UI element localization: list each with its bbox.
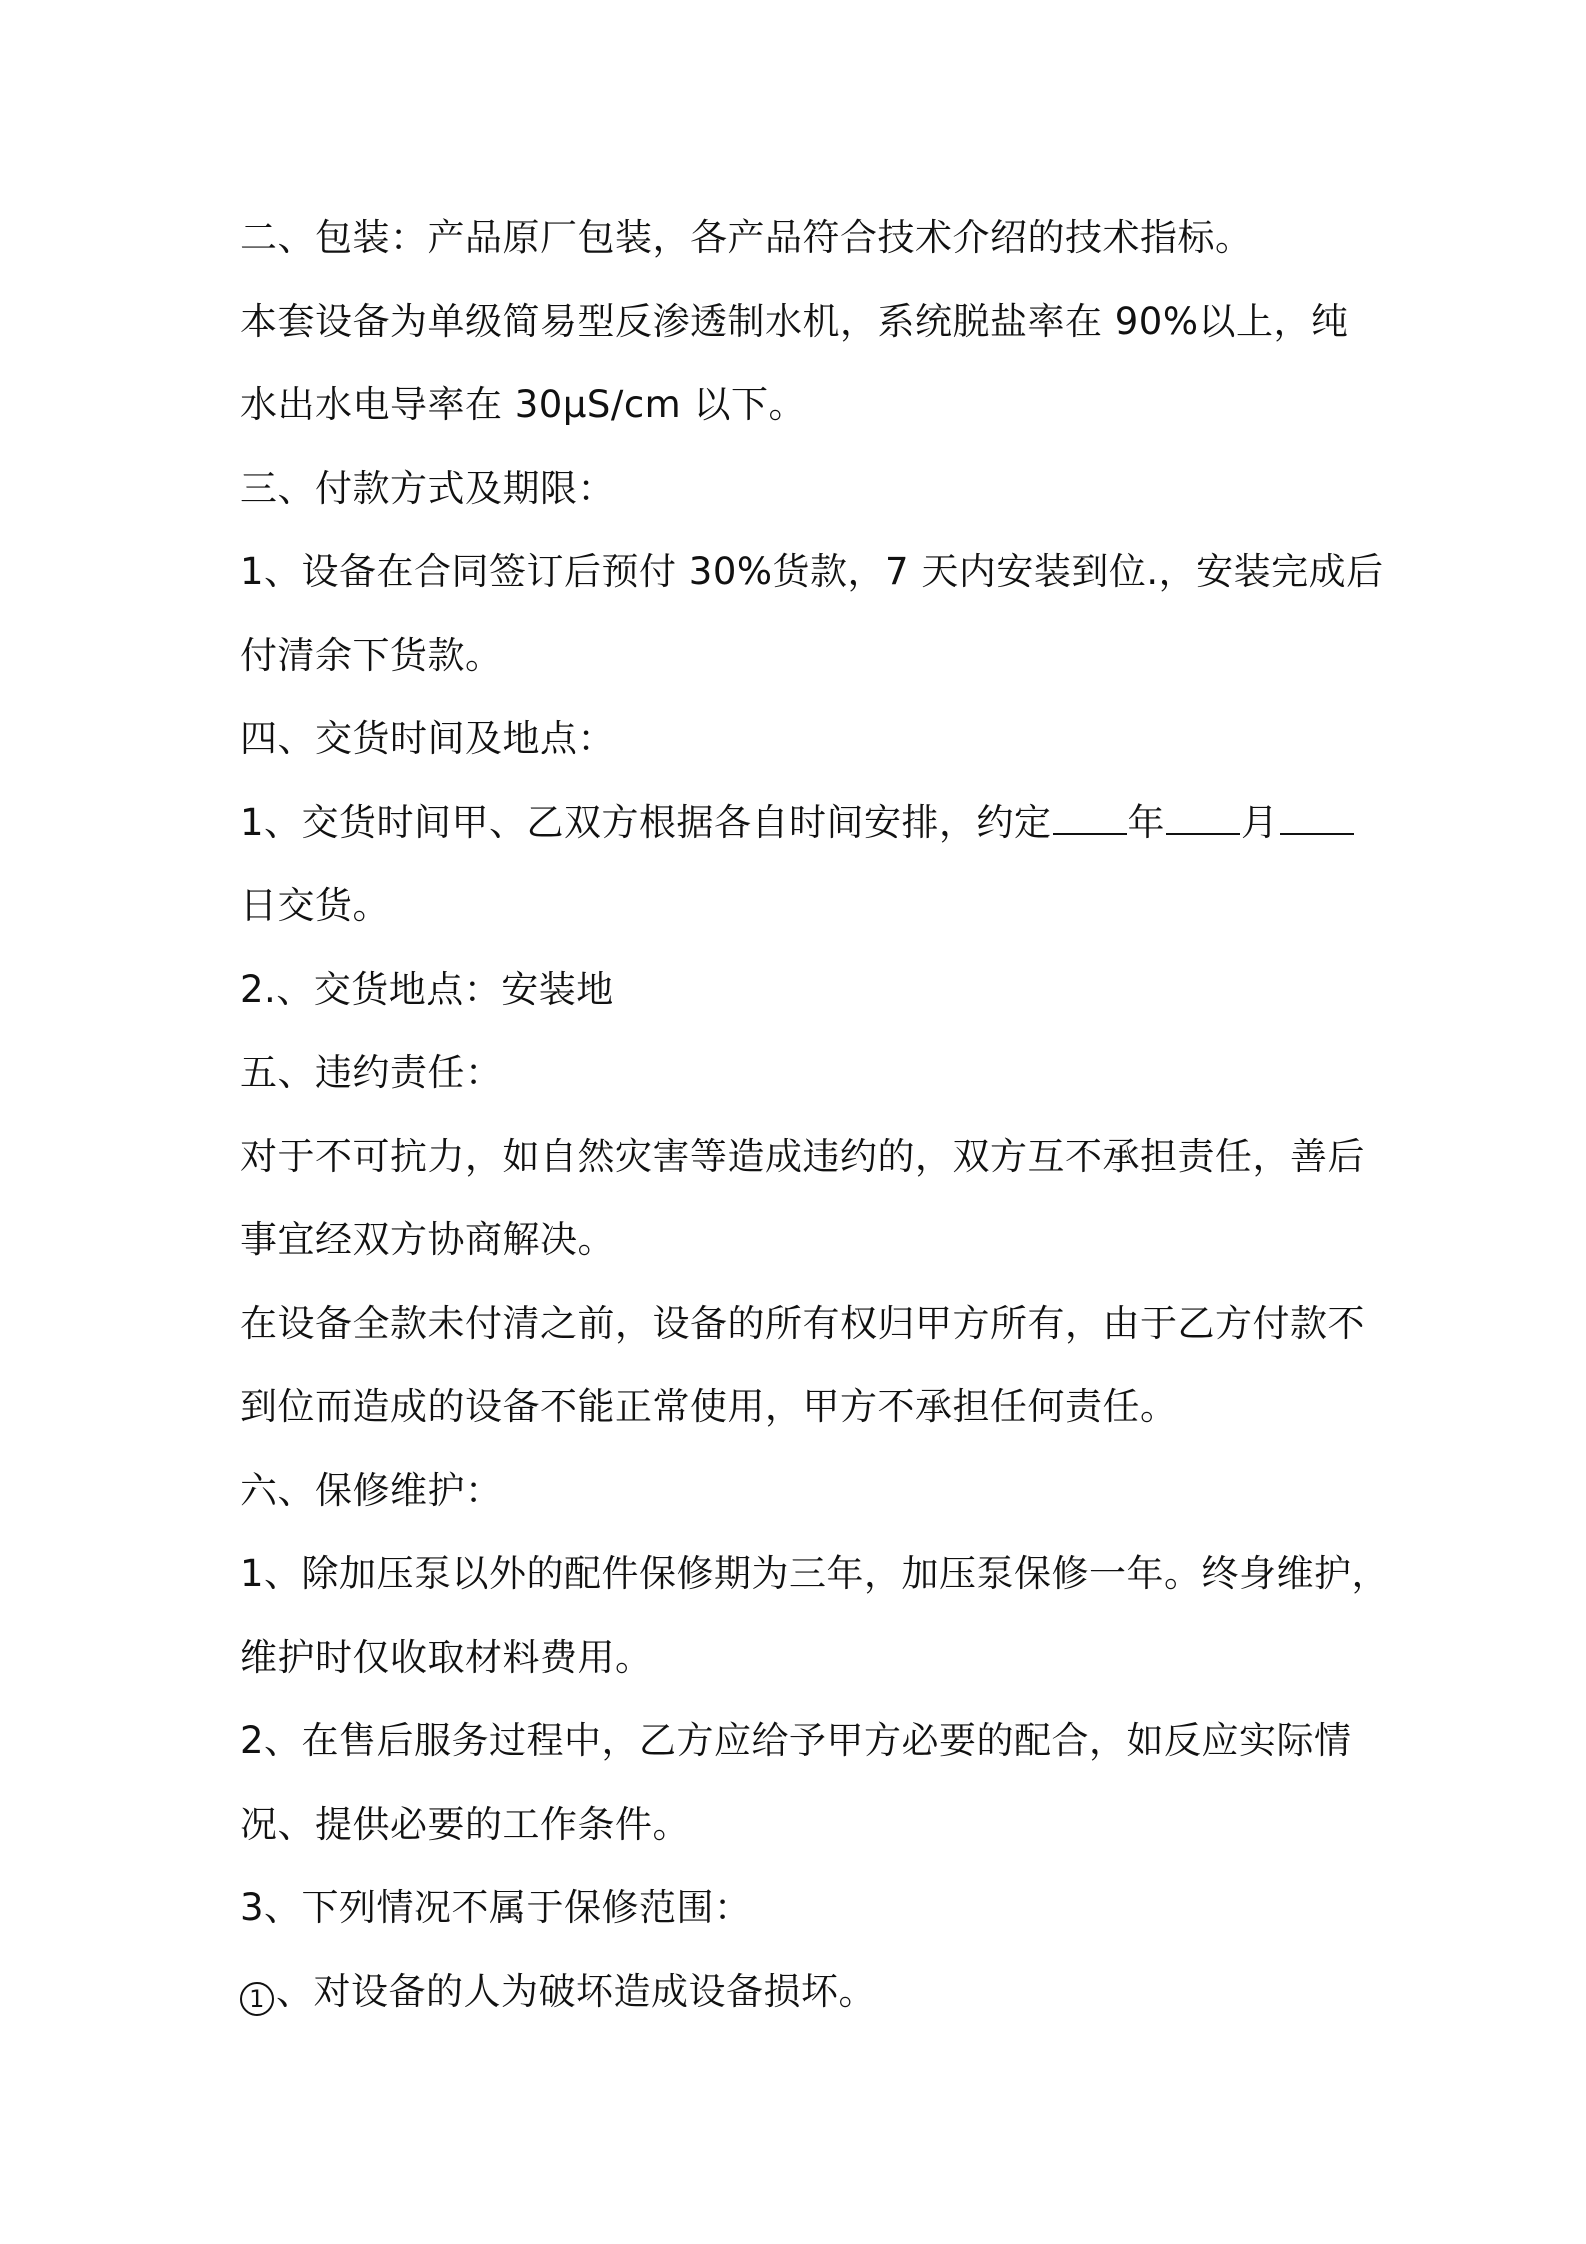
paragraph-line: 3、下列情况不属于保修范围： <box>240 1886 752 1929</box>
circled-number-marker: 1 <box>240 1982 274 2016</box>
paragraph-line: 日交货。 <box>240 884 390 927</box>
paragraph-line: 付清余下货款。 <box>240 633 503 677</box>
document-page <box>240 196 1390 2033</box>
paragraph-line: 对于不可抗力，如自然灾害等造成违约的，双方互不承担责任，善后 <box>240 1134 1365 1178</box>
month-label: 月 <box>1241 800 1279 844</box>
paragraph-line: 水出水电导率在 30μS/cm 以下。 <box>240 383 806 426</box>
year-label: 年 <box>1127 800 1166 844</box>
paragraph-line: 本套设备为单级简易型反渗透制水机，系统脱盐率在 90%以上，纯 <box>240 299 1349 343</box>
section-heading-payment: 三、付款方式及期限： <box>240 466 615 510</box>
month-blank <box>1166 803 1240 835</box>
section-heading-packaging: 二、包装：产品原厂包装，各产品符合技术介绍的技术指标。 <box>240 216 1253 259</box>
year-blank <box>1053 803 1127 835</box>
section-heading-liability: 五、违约责任： <box>240 1051 503 1094</box>
paragraph-line: 况、提供必要的工作条件。 <box>240 1802 690 1846</box>
section-heading-warranty: 六、保修维护： <box>240 1468 503 1512</box>
section-heading-delivery: 四、交货时间及地点： <box>240 717 615 760</box>
delivery-date-prefix: 1、交货时间甲、乙双方根据各自时间安排，约定 <box>240 800 1052 844</box>
paragraph-line: 2.、交货地点：安装地 <box>240 967 614 1011</box>
paragraph-line: 到位而造成的设备不能正常使用，甲方不承担任何责任。 <box>240 1385 1178 1428</box>
day-blank <box>1280 803 1354 835</box>
circled-list-item <box>240 1950 1360 2034</box>
paragraph-line: 在设备全款未付清之前，设备的所有权归甲方所有，由于乙方付款不 <box>240 1301 1365 1345</box>
delivery-date-line <box>240 781 1360 865</box>
list-item-text: 、对设备的人为破坏造成设备损坏。 <box>276 1969 876 2013</box>
paragraph-line: 1、除加压泵以外的配件保修期为三年，加压泵保修一年。终身维护， <box>240 1552 1390 1595</box>
paragraph-line: 1、设备在合同签订后预付 30%货款，7 天内安装到位.，安装完成后 <box>240 550 1384 593</box>
paragraph-line: 事宜经双方协商解决。 <box>240 1218 615 1261</box>
paragraph-line: 2、在售后服务过程中，乙方应给予甲方必要的配合，如反应实际情 <box>240 1719 1352 1762</box>
paragraph-line: 维护时仅收取材料费用。 <box>240 1635 653 1679</box>
